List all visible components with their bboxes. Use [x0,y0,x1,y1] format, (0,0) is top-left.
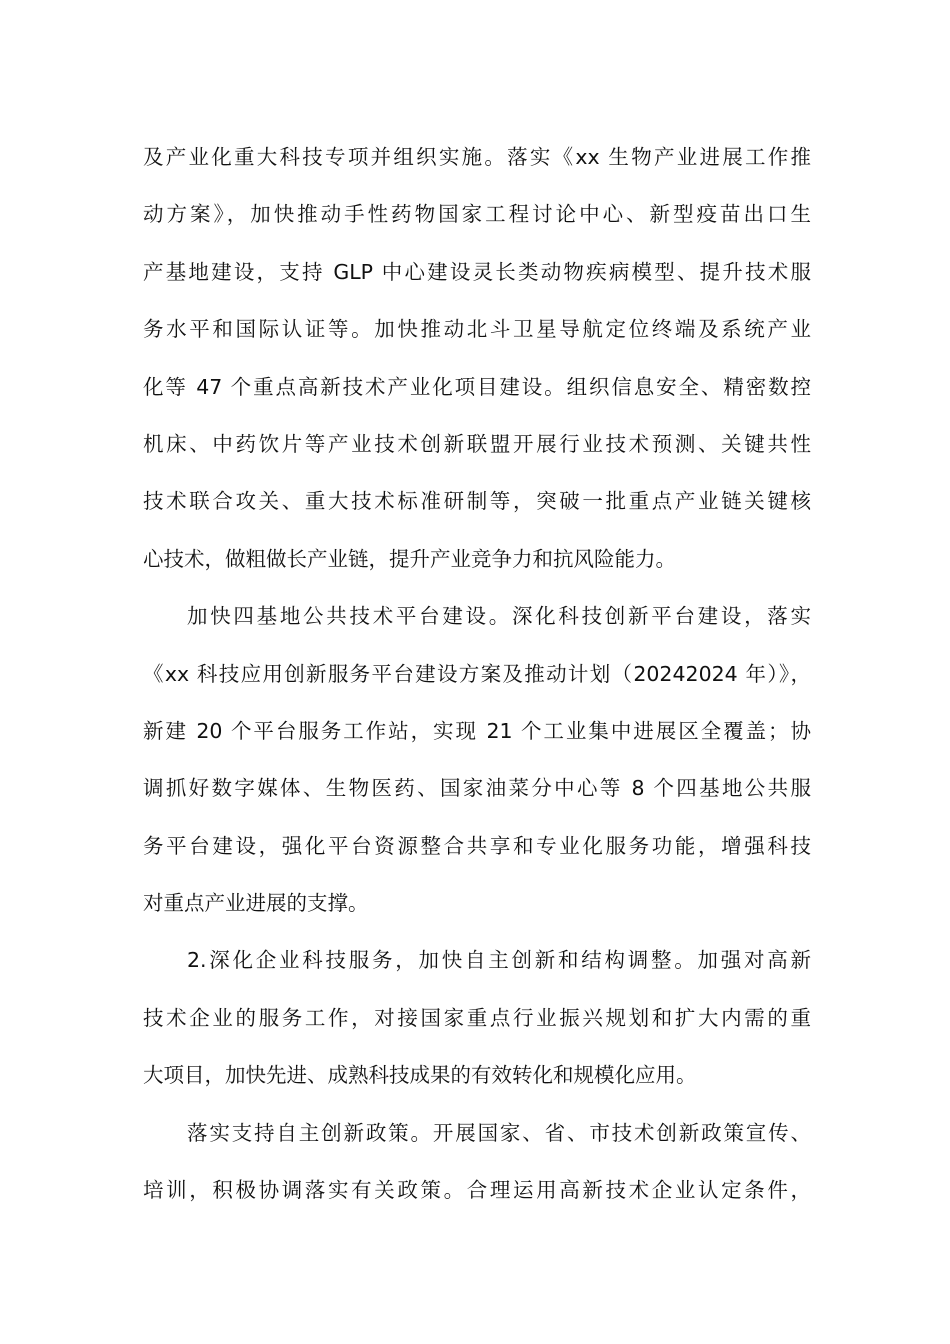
paragraph-line: 新建 20 个平台服务工作站，实现 21 个工业集中进展区全覆盖；协 [143,718,811,743]
paragraph-line: 落实支持自主创新政策。开展国家、省、市技术创新政策宣传、 [187,1120,811,1145]
paragraph-line: 机床、中药饮片等产业技术创新联盟开展行业技术预测、关键共性 [143,431,811,456]
paragraph-1 [143,129,811,588]
paragraph-line: 《xx 科技应用创新服务平台建设方案及推动计划（20242024 年）》， [143,661,811,686]
paragraph-line: 及产业化重大科技专项并组织实施。落实《xx 生物产业进展工作推 [143,145,811,169]
paragraph-line: 务水平和国际认证等。加快推动北斗卫星导航定位终端及系统产业 [143,317,811,342]
paragraph-line: 心技术，做粗做长产业链，提升产业竞争力和抗风险能力。 [143,546,676,571]
paragraph-line: 务平台建设，强化平台资源整合共享和专业化服务功能，增强科技 [143,833,811,858]
paragraph-line: 对重点产业进展的支撑。 [143,891,369,916]
paragraph-3 [143,932,811,1104]
paragraph-line: 技术企业的服务工作，对接国家重点行业振兴规划和扩大内需的重 [143,1005,811,1030]
paragraph-2 [143,588,811,932]
paragraph-line: 加快四基地公共技术平台建设。深化科技创新平台建设，落实 [187,604,811,629]
document-body [143,129,811,1219]
paragraph-4 [143,1105,811,1220]
paragraph-line: 2.深化企业科技服务，加快自主创新和结构调整。加强对高新 [187,948,811,973]
paragraph-line: 技术联合攻关、重大技术标准研制等，突破一批重点产业链关键核 [143,489,811,514]
paragraph-line: 化等 47 个重点高新技术产业化项目建设。组织信息安全、精密数控 [143,374,811,399]
paragraph-line: 调抓好数字媒体、生物医药、国家油菜分中心等 8 个四基地公共服 [143,776,811,801]
paragraph-line: 大项目，加快先进、成熟科技成果的有效转化和规模化应用。 [143,1063,697,1088]
paragraph-line: 培训，积极协调落实有关政策。合理运用高新技术企业认定条件， [143,1178,811,1203]
paragraph-line: 动方案》，加快推动手性药物国家工程讨论中心、新型疫苗出口生 [143,202,811,227]
paragraph-line: 产基地建设，支持 GLP 中心建设灵长类动物疾病模型、提升技术服 [143,259,811,284]
